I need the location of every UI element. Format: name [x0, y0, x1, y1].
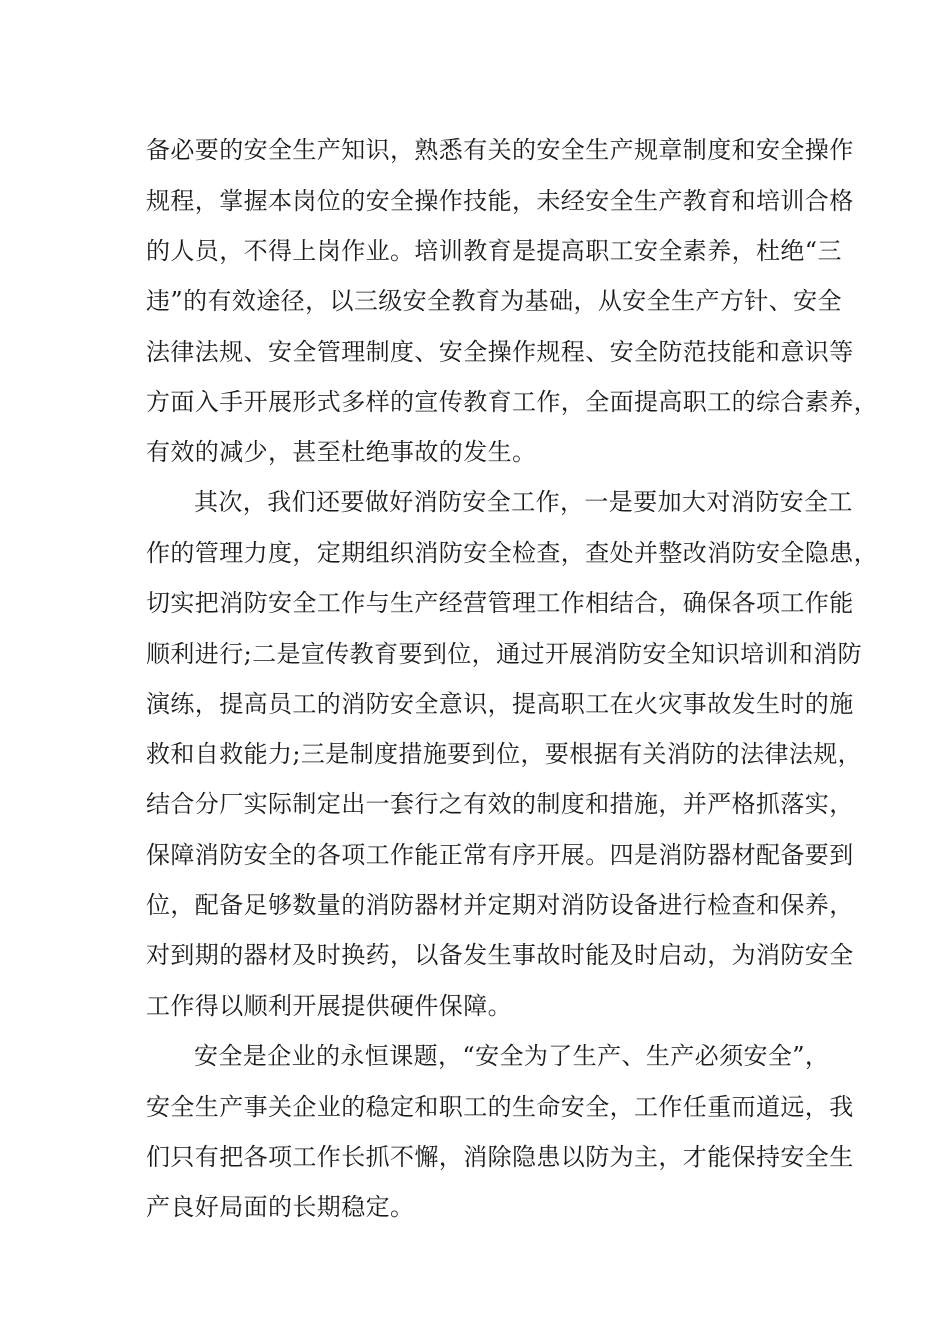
text-line: 演练，提高员工的消防安全意识，提高职工在火灾事故发生时的施: [146, 690, 854, 718]
text-line: 顺利进行;二是宣传教育要到位，通过开展消防安全知识培训和消防: [146, 640, 863, 668]
text-line: 切实把消防安全工作与生产经营管理工作相结合，确保各项工作能: [146, 589, 854, 617]
text-line: 违”的有效途径，以三级安全教育为基础，从安全生产方针、安全: [146, 287, 842, 315]
text-line: 结合分厂实际制定出一套行之有效的制度和措施，并严格抓落实，: [146, 790, 854, 818]
text-line: 备必要的安全生产知识，熟悉有关的安全生产规章制度和安全操作: [146, 136, 854, 164]
text-line: 们只有把各项工作长抓不懈，消除隐患以防为主，才能保持安全生: [146, 1143, 854, 1171]
text-line: 法律法规、安全管理制度、安全操作规程、安全防范技能和意识等: [146, 338, 854, 366]
text-line: 方面入手开展形式多样的宣传教育工作，全面提高职工的综合素养，: [146, 388, 878, 416]
text-line: 的人员，不得上岗作业。培训教育是提高职工安全素养，杜绝“三: [146, 237, 842, 265]
text-line: 对到期的器材及时换药，以备发生事故时能及时启动，为消防安全: [146, 941, 854, 969]
text-line: 位，配备足够数量的消防器材并定期对消防设备进行检查和保养，: [146, 891, 854, 919]
text-line: 有效的减少，甚至杜绝事故的发生。: [146, 438, 537, 466]
paragraph-start-line: 其次，我们还要做好消防安全工作，一是要加大对消防安全工: [194, 488, 853, 516]
text-line: 安全生产事关企业的稳定和职工的生命安全，工作任重而道远，我: [146, 1093, 854, 1121]
paragraph-start-line: 安全是企业的永恒课题，“安全为了生产、生产必须安全”，: [194, 1042, 830, 1070]
text-line: 保障消防安全的各项工作能正常有序开展。四是消防器材配备要到: [146, 841, 854, 869]
text-line: 规程，掌握本岗位的安全操作技能，未经安全生产教育和培训合格: [146, 187, 854, 215]
text-line: 产良好局面的长期稳定。: [146, 1193, 415, 1221]
text-line: 作的管理力度，定期组织消防安全检查，查处并整改消防安全隐患，: [146, 539, 878, 567]
text-line: 工作得以顺利开展提供硬件保障。: [146, 992, 512, 1020]
text-line: 救和自救能力;三是制度措施要到位，要根据有关消防的法律法规，: [146, 740, 863, 768]
